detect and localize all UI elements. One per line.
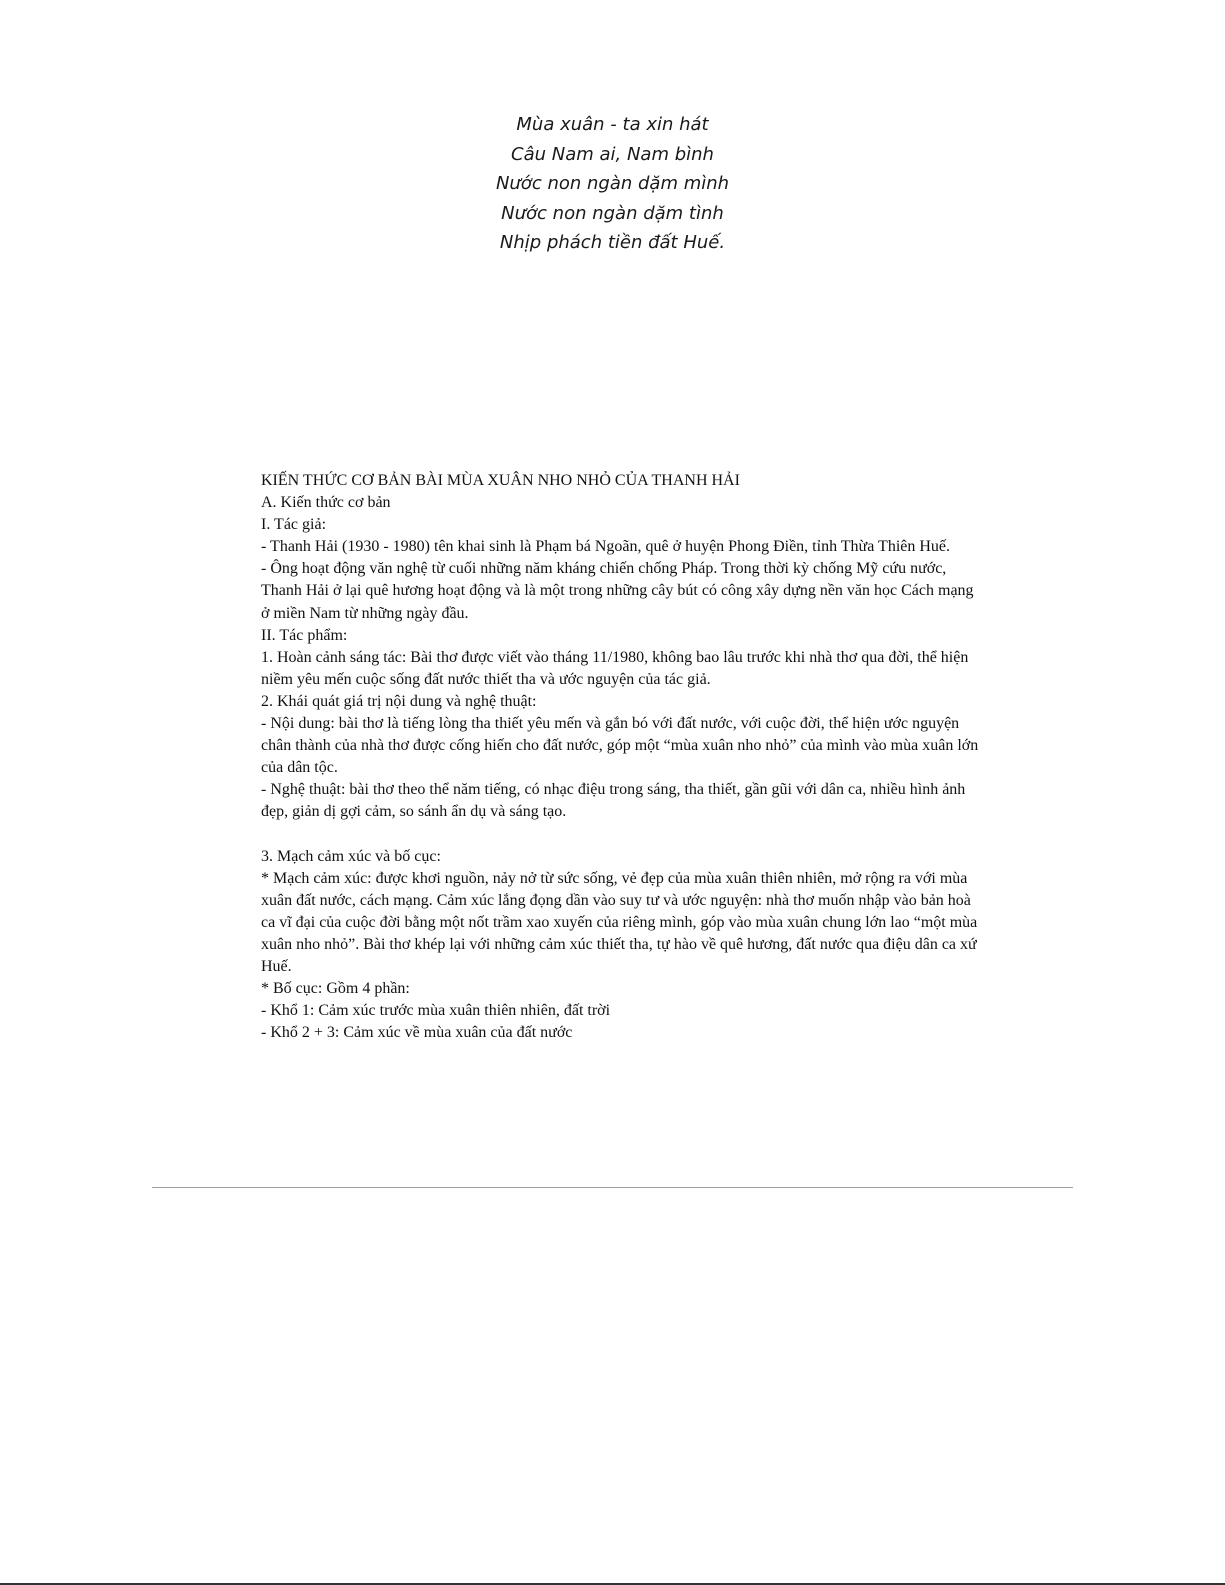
poem-line: Mùa xuân - ta xin hát: [516, 114, 709, 135]
art-paragraph: - Nghệ thuật: bài thơ theo thể năm tiếng, có nhạc điệu trong sáng, tha thiết, gần gũi với dân ca, nhiều hình ảnh đẹp, giản dị gợi cảm, so sánh ẩn dụ và sáng tạo.: [261, 781, 966, 821]
structure-heading: 3. Mạch cảm xúc và bố cục:: [261, 847, 441, 865]
poem-line: Nước non ngàn dặm tình: [501, 202, 724, 224]
page-divider: [152, 1187, 1073, 1188]
poem-line: Câu Nam ai, Nam bình: [511, 143, 714, 165]
layout-paragraph: * Bố cục: Gồm 4 phần:: [261, 980, 410, 998]
work-paragraph-values: 2. Khái quát giá trị nội dung và nghệ thuật:: [261, 692, 537, 710]
author-heading: I. Tác giả:: [261, 516, 327, 534]
work-paragraph-context: 1. Hoàn cảnh sáng tác: Bài thơ được viết vào tháng 11/1980, không bao lâu trước khi nhà thơ qua đời, thể hiện niềm yêu mến cuộc sống đất nước thiết tha và ước nguyện của tác giả.: [261, 648, 969, 688]
poem-block: [0, 110, 1225, 258]
stanza-1-item: - Khổ 1: Cảm xúc trước mùa xuân thiên nhiên, đất trời: [261, 1002, 611, 1020]
content-paragraph: - Nội dung: bài thơ là tiếng lòng tha thiết yêu mến và gắn bó với đất nước, với cuộc đời, thể hiện ước nguyện chân thành của nhà thơ được cống hiến cho đất nước, góp một “mùa xuân nho nhỏ” của mình vào mùa xuân lớn của dân tộc.: [261, 715, 979, 777]
paragraph-spacer: [261, 824, 981, 846]
poem-line: Nhịp phách tiền đất Huế.: [499, 232, 726, 253]
author-paragraph-1: - Thanh Hải (1930 - 1980) tên khai sinh là Phạm bá Ngoãn, quê ở huyện Phong Điền, tỉnh Thừa Thiên Huế.: [261, 538, 951, 556]
article-body: [261, 470, 981, 1044]
work-heading: II. Tác phẩm:: [261, 626, 348, 644]
emotion-paragraph: * Mạch cảm xúc: được khơi nguồn, nảy nở từ sức sống, vẻ đẹp của mùa xuân thiên nhiên, mở rộng ra với mùa xuân đất nước, cách mạng. Cảm xúc lắng đọng dần vào suy tư và ước nguyện: nhà thơ muốn nhập vào bản hoà ca vĩ đại của cuộc đời bằng một nốt trầm xao xuyến của riêng mình, góp vào mùa xuân chung lớn lao “một mùa xuân nho nhỏ”. Bài thơ khép lại với những cảm xúc thiết tha, tự hào về quê hương, đất nước qua điệu dân ca xứ Huế.: [261, 869, 978, 976]
stanza-2-3-item: - Khổ 2 + 3: Cảm xúc về mùa xuân của đất nước: [261, 1024, 573, 1042]
author-paragraph-2: - Ông hoạt động văn nghệ từ cuối những năm kháng chiến chống Pháp. Trong thời kỳ chống Mỹ cứu nước, Thanh Hải ở lại quê hương hoạt động và là một trong những cây bút có công xây dựng nền văn học Cách mạng ở miền Nam từ những ngày đầu.: [261, 560, 974, 622]
poem-line: Nước non ngàn dặm mình: [495, 173, 730, 194]
section-a-heading: A. Kiến thức cơ bản: [261, 494, 391, 512]
article-title: KIẾN THỨC CƠ BẢN BÀI MÙA XUÂN NHO NHỎ CỦA THANH HẢI: [261, 472, 740, 489]
